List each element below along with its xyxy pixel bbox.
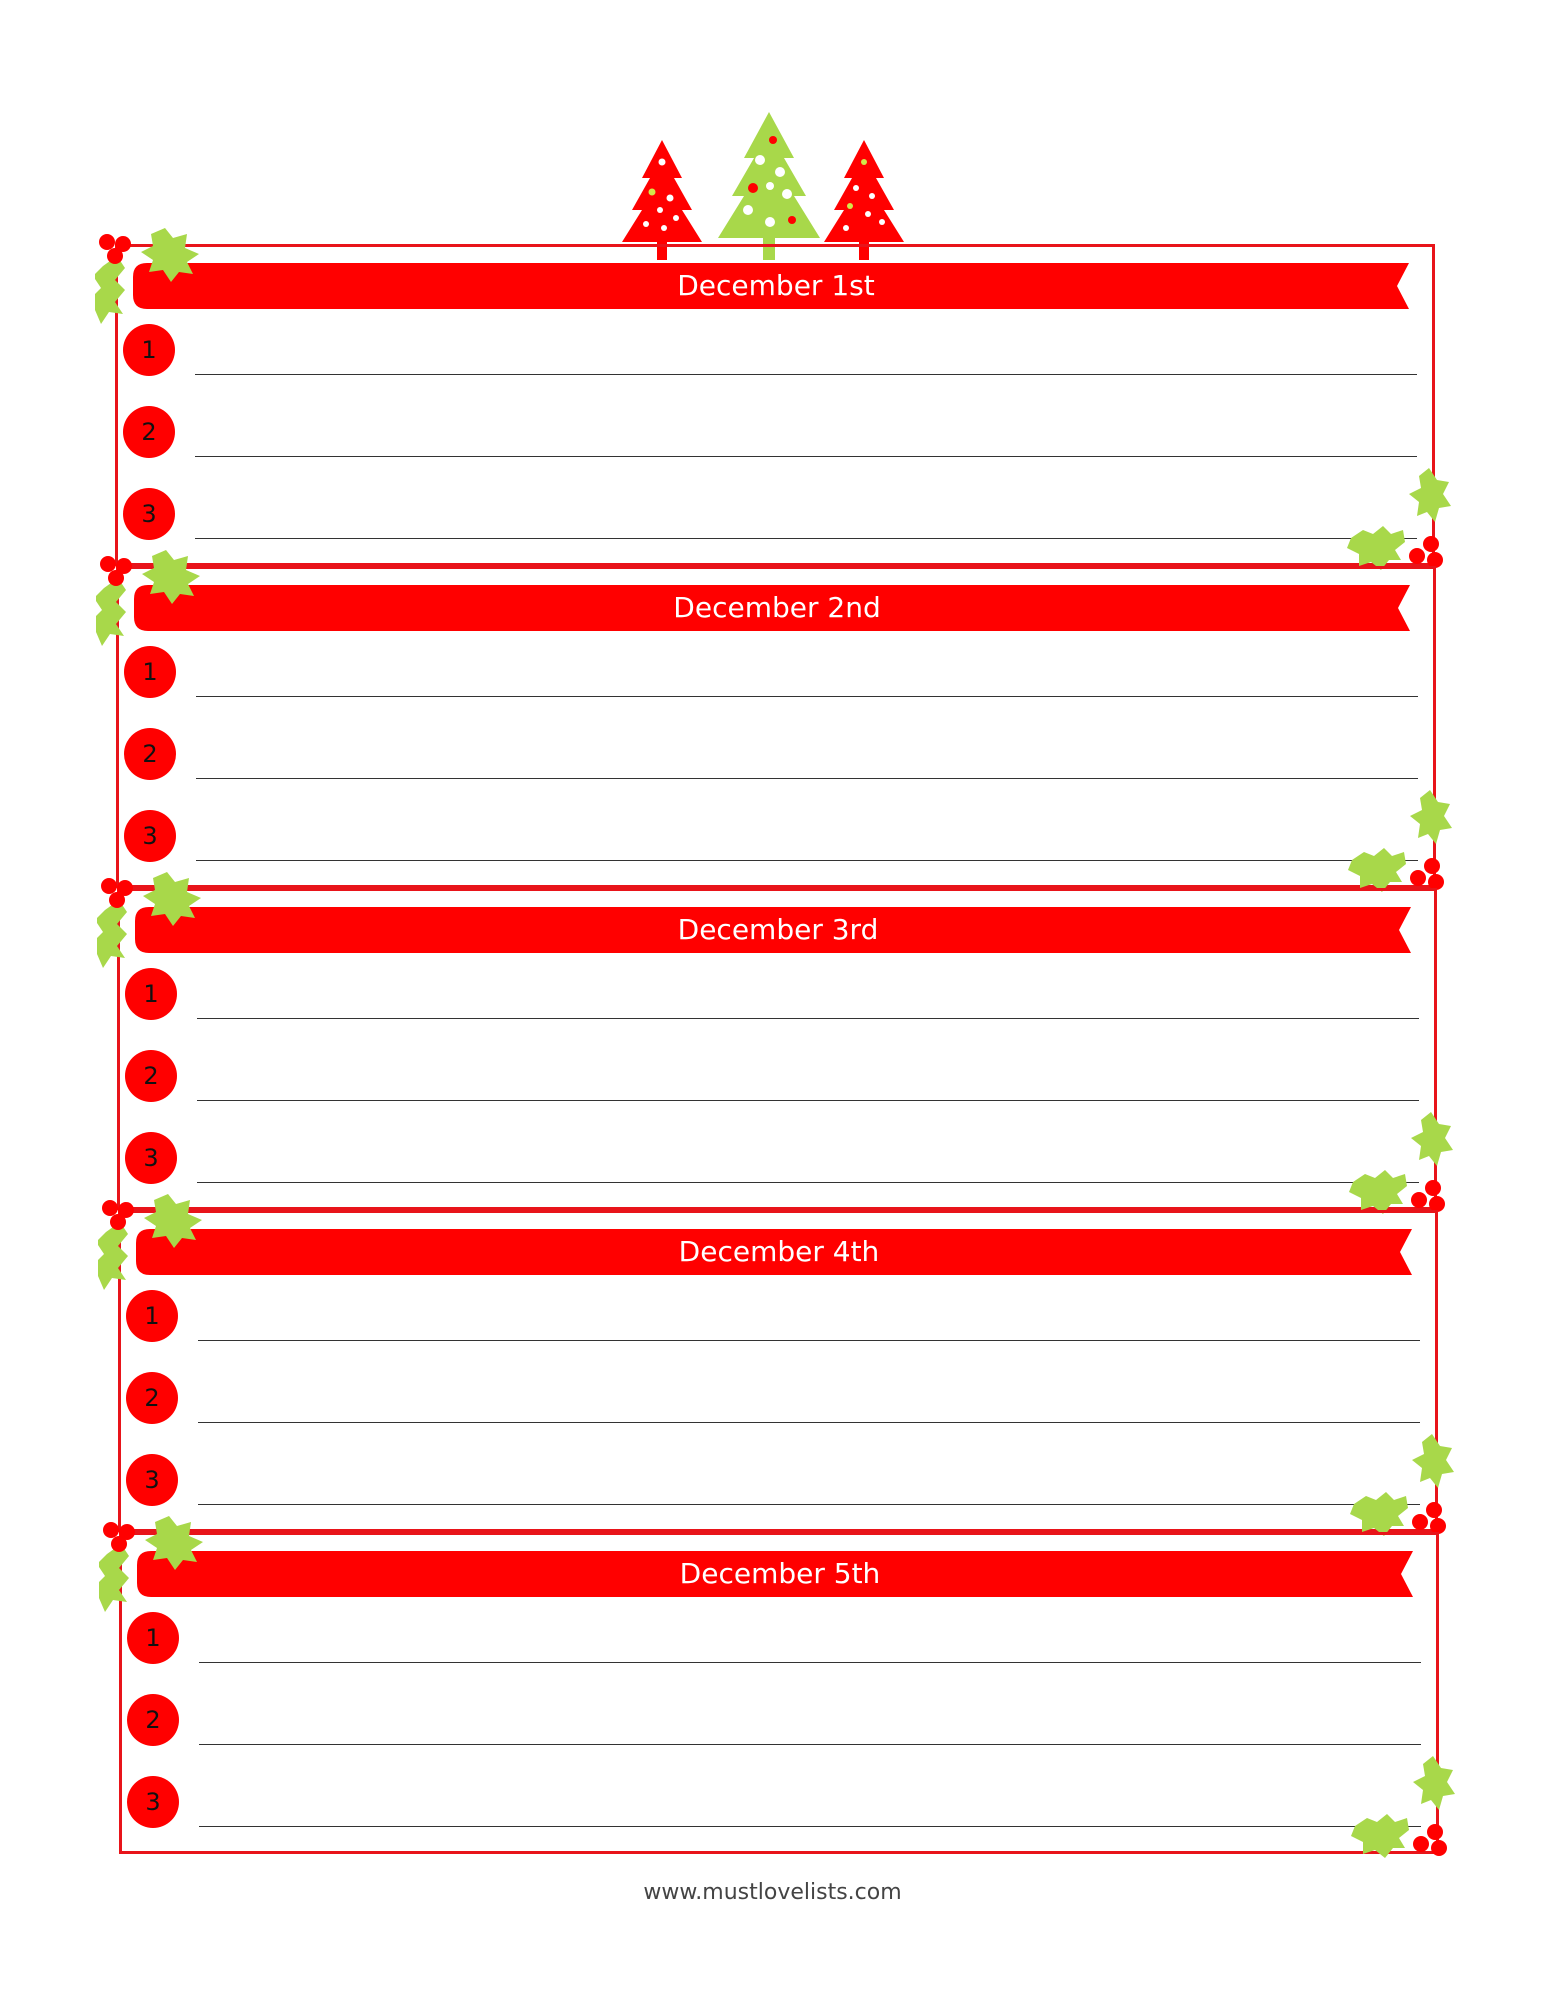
red-tree-right-icon <box>824 140 904 260</box>
list-item <box>124 728 1444 784</box>
day-title: December 5th <box>679 1557 881 1590</box>
write-line[interactable] <box>196 778 1418 779</box>
item-number-badge: 2 <box>125 1050 177 1102</box>
write-line[interactable] <box>199 1826 1421 1827</box>
list-item <box>124 646 1444 702</box>
item-number-badge: 1 <box>126 1290 178 1342</box>
list-item <box>123 488 1443 544</box>
list-item <box>125 1050 1445 1106</box>
item-number-badge: 1 <box>125 968 177 1020</box>
write-line[interactable] <box>197 1182 1419 1183</box>
list-item <box>126 1372 1446 1428</box>
item-number-badge: 2 <box>127 1694 179 1746</box>
day-section <box>119 1532 1439 1854</box>
day-title: December 1st <box>677 269 875 302</box>
item-number-badge: 2 <box>126 1372 178 1424</box>
day-section <box>118 1210 1438 1532</box>
item-number-badge: 1 <box>124 646 176 698</box>
list-item <box>127 1612 1447 1668</box>
day-title: December 2nd <box>673 591 881 624</box>
item-number-badge: 3 <box>125 1132 177 1184</box>
day-banner <box>137 1551 1423 1597</box>
day-section <box>116 566 1436 888</box>
item-number-badge: 1 <box>127 1612 179 1664</box>
green-tree-center-icon <box>718 112 820 260</box>
holly-corner-bottom-right-icon <box>1346 790 1456 900</box>
write-line[interactable] <box>197 1100 1419 1101</box>
item-number-badge: 2 <box>123 406 175 458</box>
holly-corner-top-left-icon <box>99 1512 209 1632</box>
list-item <box>124 810 1444 866</box>
footer-url: www.mustlovelists.com <box>643 1880 902 1905</box>
day-section <box>115 244 1435 566</box>
day-banner <box>133 263 1419 309</box>
write-line[interactable] <box>198 1422 1420 1423</box>
holly-corner-bottom-right-icon <box>1349 1756 1459 1866</box>
day-title: December 4th <box>678 1235 880 1268</box>
write-line[interactable] <box>195 456 1417 457</box>
day-banner <box>136 1229 1422 1275</box>
day-section <box>117 888 1437 1210</box>
holly-corner-top-left-icon <box>96 546 206 666</box>
item-number-badge: 3 <box>126 1454 178 1506</box>
write-line[interactable] <box>196 860 1418 861</box>
holly-corner-bottom-right-icon <box>1348 1434 1458 1544</box>
write-line[interactable] <box>198 1340 1420 1341</box>
list-item <box>125 1132 1445 1188</box>
item-number-badge: 3 <box>123 488 175 540</box>
write-line[interactable] <box>199 1662 1421 1663</box>
holly-corner-top-left-icon <box>98 1190 208 1310</box>
list-item <box>127 1694 1447 1750</box>
write-line[interactable] <box>196 696 1418 697</box>
list-item <box>127 1776 1447 1832</box>
holly-corner-top-left-icon <box>95 224 205 344</box>
write-line[interactable] <box>198 1504 1420 1505</box>
write-line[interactable] <box>195 538 1417 539</box>
day-banner <box>134 585 1420 631</box>
item-number-badge: 1 <box>123 324 175 376</box>
item-number-badge: 3 <box>127 1776 179 1828</box>
list-item <box>126 1290 1446 1346</box>
list-item <box>123 324 1443 380</box>
day-title: December 3rd <box>677 913 879 946</box>
holly-corner-bottom-right-icon <box>1347 1112 1457 1222</box>
write-line[interactable] <box>199 1744 1421 1745</box>
holly-corner-top-left-icon <box>97 868 207 988</box>
day-banner <box>135 907 1421 953</box>
write-line[interactable] <box>195 374 1417 375</box>
item-number-badge: 3 <box>124 810 176 862</box>
red-tree-left-icon <box>622 140 702 260</box>
list-item <box>125 968 1445 1024</box>
item-number-badge: 2 <box>124 728 176 780</box>
holly-corner-bottom-right-icon <box>1345 468 1455 578</box>
list-item <box>126 1454 1446 1510</box>
list-item <box>123 406 1443 462</box>
write-line[interactable] <box>197 1018 1419 1019</box>
